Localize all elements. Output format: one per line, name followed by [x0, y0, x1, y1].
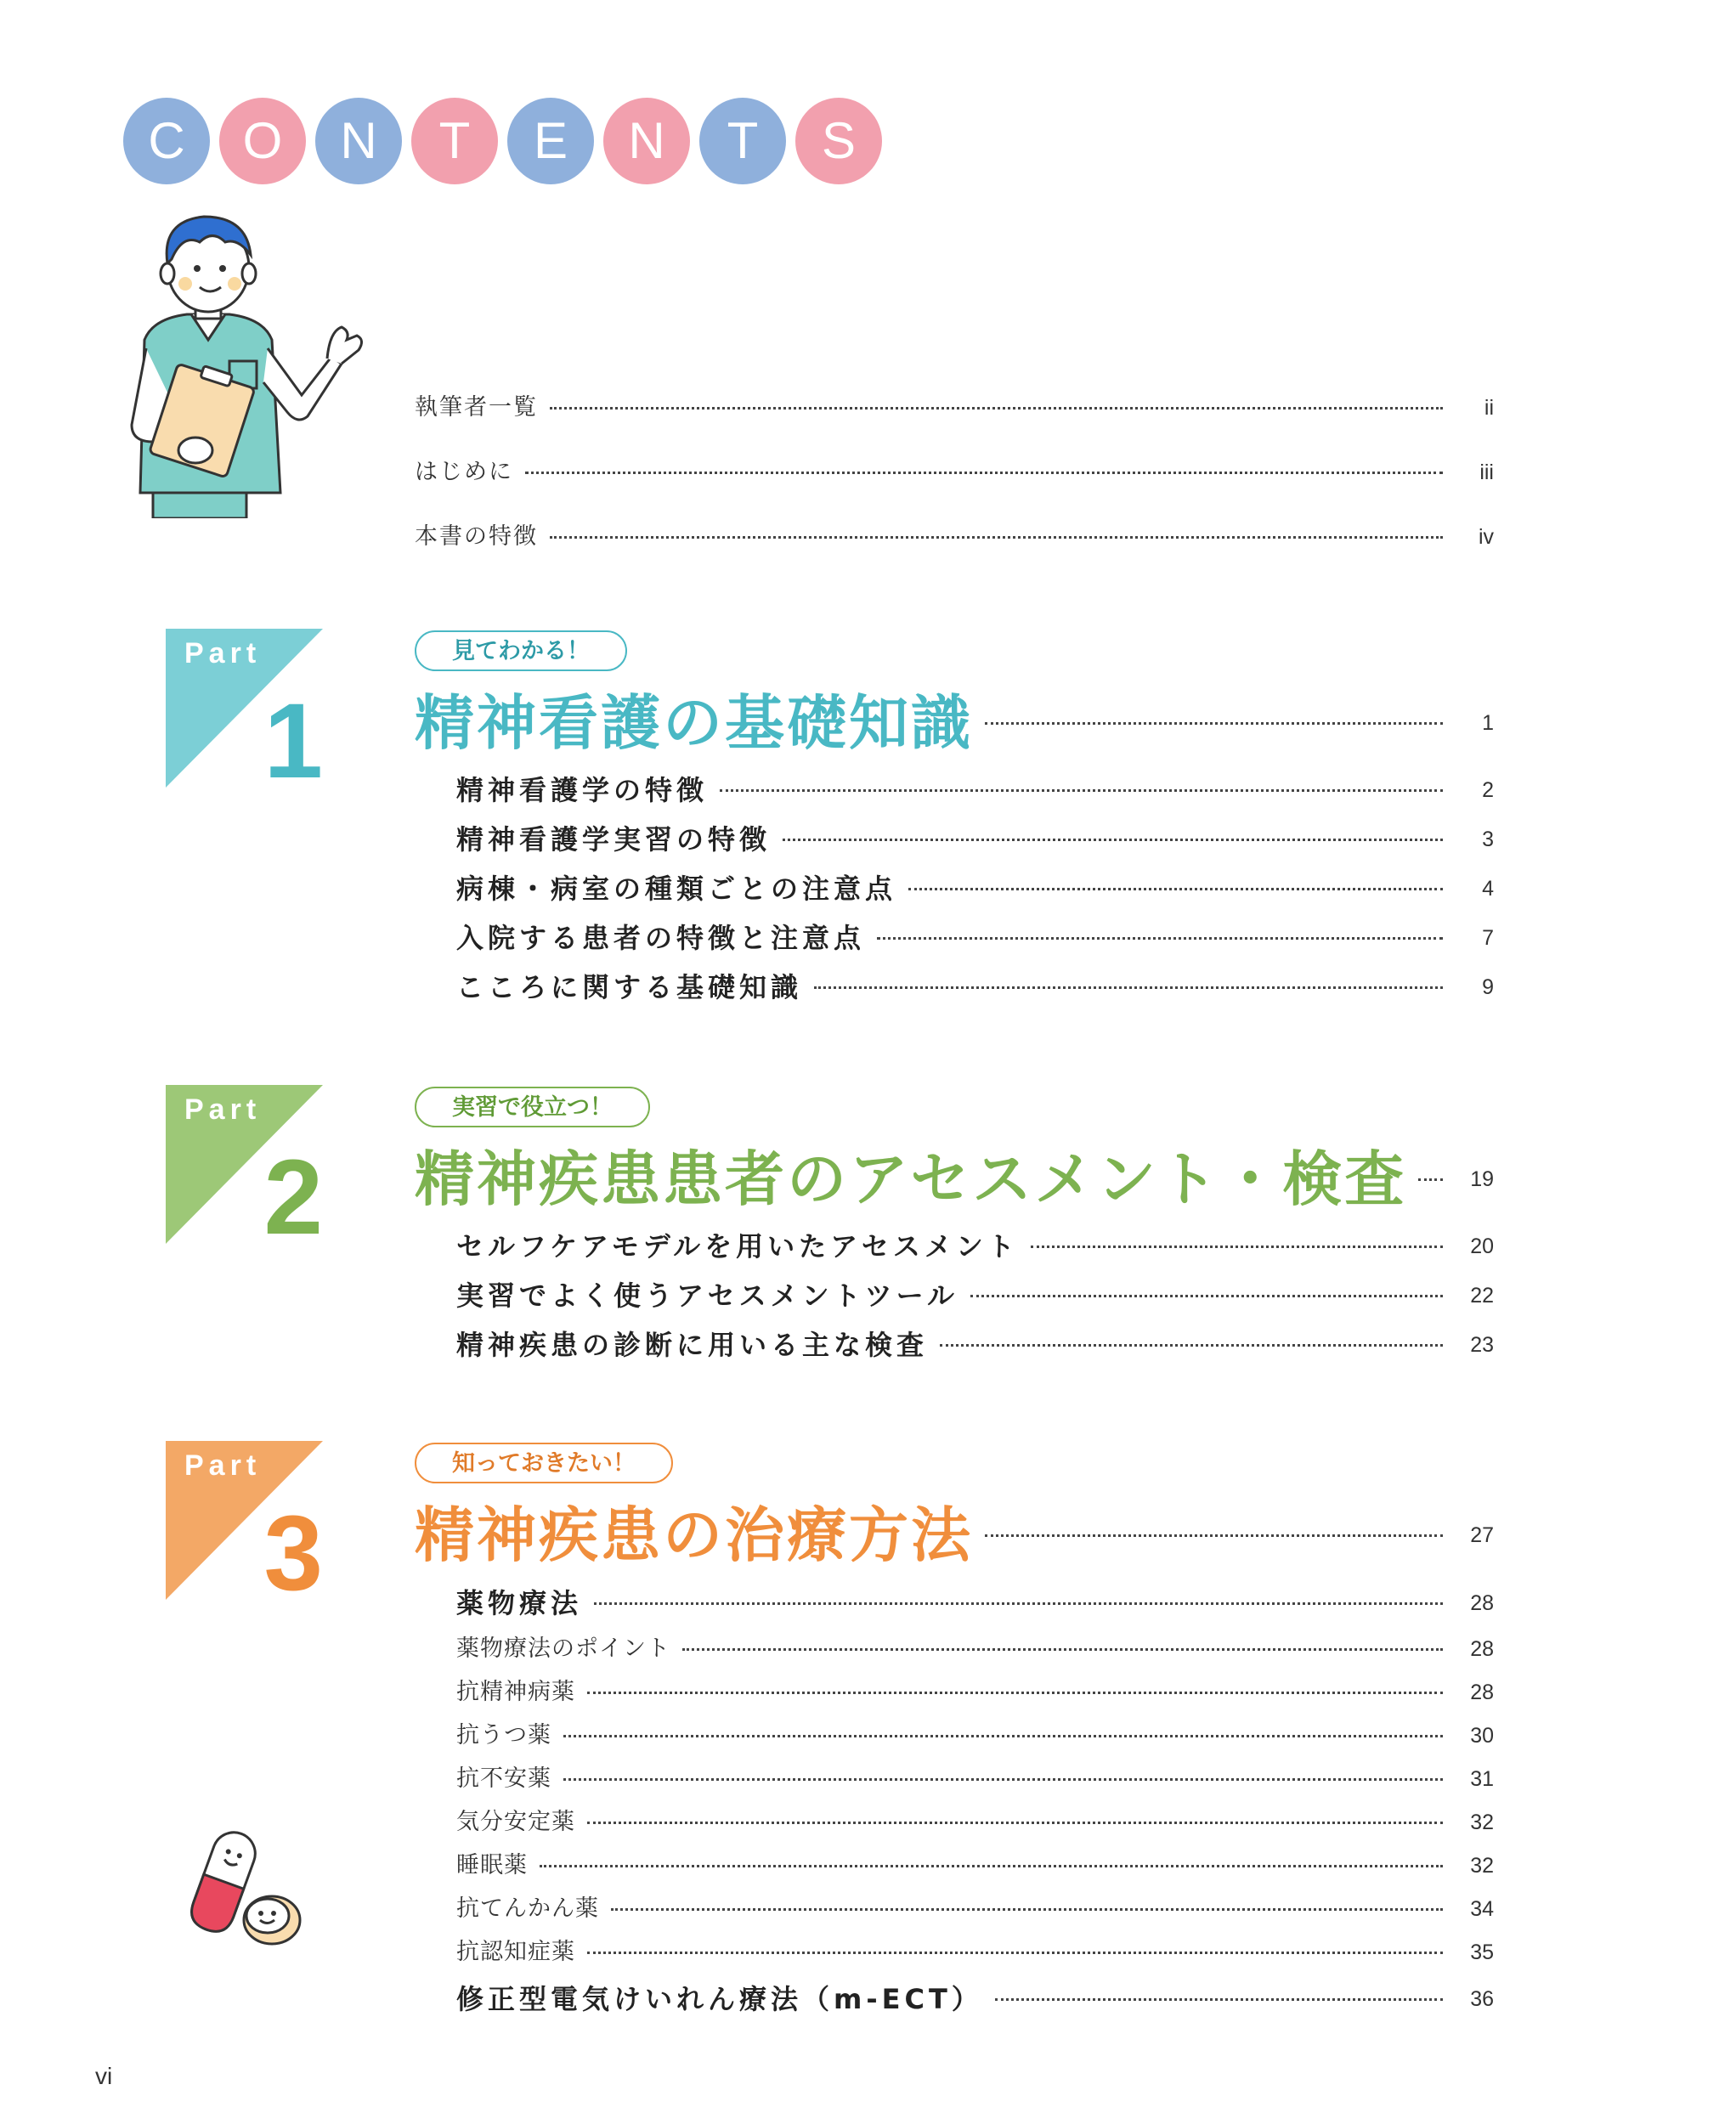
page-number: vi [95, 2063, 113, 2089]
toc-page: 1 [1482, 711, 1494, 735]
toc-row[interactable] [0, 765, 1736, 816]
toc-row[interactable] [0, 863, 1736, 914]
toc-label: 薬物療法 [456, 1578, 594, 1629]
part3-heading-row[interactable] [0, 1488, 1736, 1582]
toc-page: 32 [1470, 1854, 1494, 1878]
leader-dots [720, 789, 1443, 792]
part1-title: 精神看護の基礎知識 [415, 676, 985, 770]
part-number: 3 [263, 1494, 323, 1613]
toc-label: 睡眠薬 [456, 1840, 540, 1891]
leader-dots [970, 1295, 1443, 1297]
toc-row[interactable] [0, 1270, 1736, 1321]
leader-dots [1418, 1178, 1443, 1181]
leader-dots [563, 1735, 1443, 1737]
toc-label: こころに関する基礎知識 [456, 962, 814, 1013]
leader-dots [587, 1952, 1443, 1954]
part-number: 2 [263, 1138, 323, 1257]
toc-label: 入院する患者の特徴と注意点 [456, 912, 877, 963]
part3-title: 精神疾患の治療方法 [415, 1488, 985, 1582]
leader-dots [877, 937, 1443, 940]
toc-label: 気分安定薬 [456, 1797, 587, 1848]
toc-label: 抗不安薬 [456, 1754, 563, 1805]
toc-page: 31 [1470, 1767, 1494, 1791]
part-label: Part [184, 1093, 262, 1126]
contents-letter-e: E [507, 98, 594, 184]
part2-title: 精神疾患患者のアセスメント・検査 [415, 1133, 1418, 1226]
toc-page: 28 [1470, 1637, 1494, 1661]
leader-dots [594, 1602, 1443, 1605]
toc-page: 4 [1482, 877, 1494, 901]
part-label: Part [184, 637, 262, 669]
toc-label: 薬物療法のポイント [456, 1624, 682, 1675]
toc-page: 28 [1470, 1591, 1494, 1615]
toc-label: 抗うつ薬 [456, 1710, 563, 1761]
toc-page: 22 [1470, 1284, 1494, 1308]
leader-dots [525, 472, 1443, 474]
contents-letter-c: C [123, 98, 210, 184]
toc-label: 修正型電気けいれん療法（m-ECT） [456, 1974, 995, 2025]
toc-label: 抗精神病薬 [456, 1667, 587, 1718]
toc-row[interactable] [0, 1221, 1736, 1272]
part1-heading-row[interactable] [0, 676, 1736, 770]
toc-label: 抗認知症薬 [456, 1927, 587, 1978]
toc-page: 34 [1470, 1897, 1494, 1921]
toc-page: 32 [1470, 1810, 1494, 1834]
leader-dots [995, 1998, 1443, 2001]
toc-label: 精神看護学の特徴 [456, 765, 720, 816]
toc-page: 2 [1482, 778, 1494, 802]
pills-illustration [178, 1827, 314, 1954]
toc-page: 23 [1470, 1333, 1494, 1357]
leader-dots [985, 722, 1443, 725]
leader-dots [563, 1778, 1443, 1781]
part3-tag: 知っておきたい！ [415, 1443, 673, 1483]
contents-letter-n: N [315, 98, 402, 184]
toc-page: 3 [1482, 828, 1494, 851]
toc-page: 19 [1470, 1167, 1494, 1191]
toc-page: 30 [1470, 1724, 1494, 1748]
toc-page: iii [1479, 460, 1494, 484]
part-number: 1 [263, 682, 323, 800]
part1-tag: 見てわかる！ [415, 630, 627, 671]
toc-page: 27 [1470, 1523, 1494, 1547]
toc-row[interactable] [0, 962, 1736, 1013]
leader-dots [814, 986, 1443, 989]
toc-label: 本書の特徴 [415, 511, 550, 562]
leader-dots [985, 1534, 1443, 1537]
toc-page: ii [1484, 396, 1494, 420]
toc-page: 9 [1482, 975, 1494, 999]
part2-tag: 実習で役立つ！ [415, 1087, 650, 1127]
part2-heading-row[interactable] [0, 1133, 1736, 1226]
leader-dots [550, 407, 1443, 410]
contents-letter-t: T [411, 98, 498, 184]
leader-dots [783, 839, 1443, 841]
toc-label: 抗てんかん薬 [456, 1884, 611, 1935]
leader-dots [682, 1648, 1443, 1651]
toc-label: はじめに [415, 447, 525, 498]
toc-page: 35 [1470, 1940, 1494, 1964]
toc-row[interactable] [0, 912, 1736, 963]
toc-row[interactable] [0, 1974, 1736, 2025]
toc-page: 20 [1470, 1234, 1494, 1258]
leader-dots [611, 1908, 1443, 1911]
part-label: Part [184, 1449, 262, 1482]
leader-dots [1031, 1246, 1443, 1248]
toc-label: 精神看護学実習の特徴 [456, 814, 783, 865]
leader-dots [908, 888, 1443, 890]
toc-page: 28 [1470, 1681, 1494, 1704]
toc-page: 36 [1470, 1987, 1494, 2011]
toc-label: セルフケアモデルを用いたアセスメント [456, 1221, 1031, 1272]
toc-page: 7 [1482, 926, 1494, 950]
leader-dots [587, 1692, 1443, 1694]
contents-letter-t2: T [699, 98, 786, 184]
contents-letter-o: O [219, 98, 306, 184]
toc-label: 実習でよく使うアセスメントツール [456, 1270, 970, 1321]
toc-row-authors[interactable] [0, 382, 1736, 433]
leader-dots [587, 1822, 1443, 1824]
contents-letter-s: S [795, 98, 882, 184]
toc-label: 執筆者一覧 [415, 382, 550, 433]
toc-row-features[interactable] [0, 511, 1736, 562]
leader-dots [540, 1865, 1443, 1867]
toc-row[interactable] [0, 814, 1736, 865]
toc-page: iv [1478, 525, 1494, 549]
leader-dots [940, 1344, 1443, 1347]
toc-row[interactable] [0, 1578, 1736, 1629]
toc-label: 精神疾患の診断に用いる主な検査 [456, 1319, 940, 1370]
toc-row-introduction[interactable] [0, 447, 1736, 498]
toc-label: 病棟・病室の種類ごとの注意点 [456, 863, 908, 914]
toc-row[interactable] [0, 1319, 1736, 1370]
contents-letter-n2: N [603, 98, 690, 184]
leader-dots [550, 536, 1443, 539]
